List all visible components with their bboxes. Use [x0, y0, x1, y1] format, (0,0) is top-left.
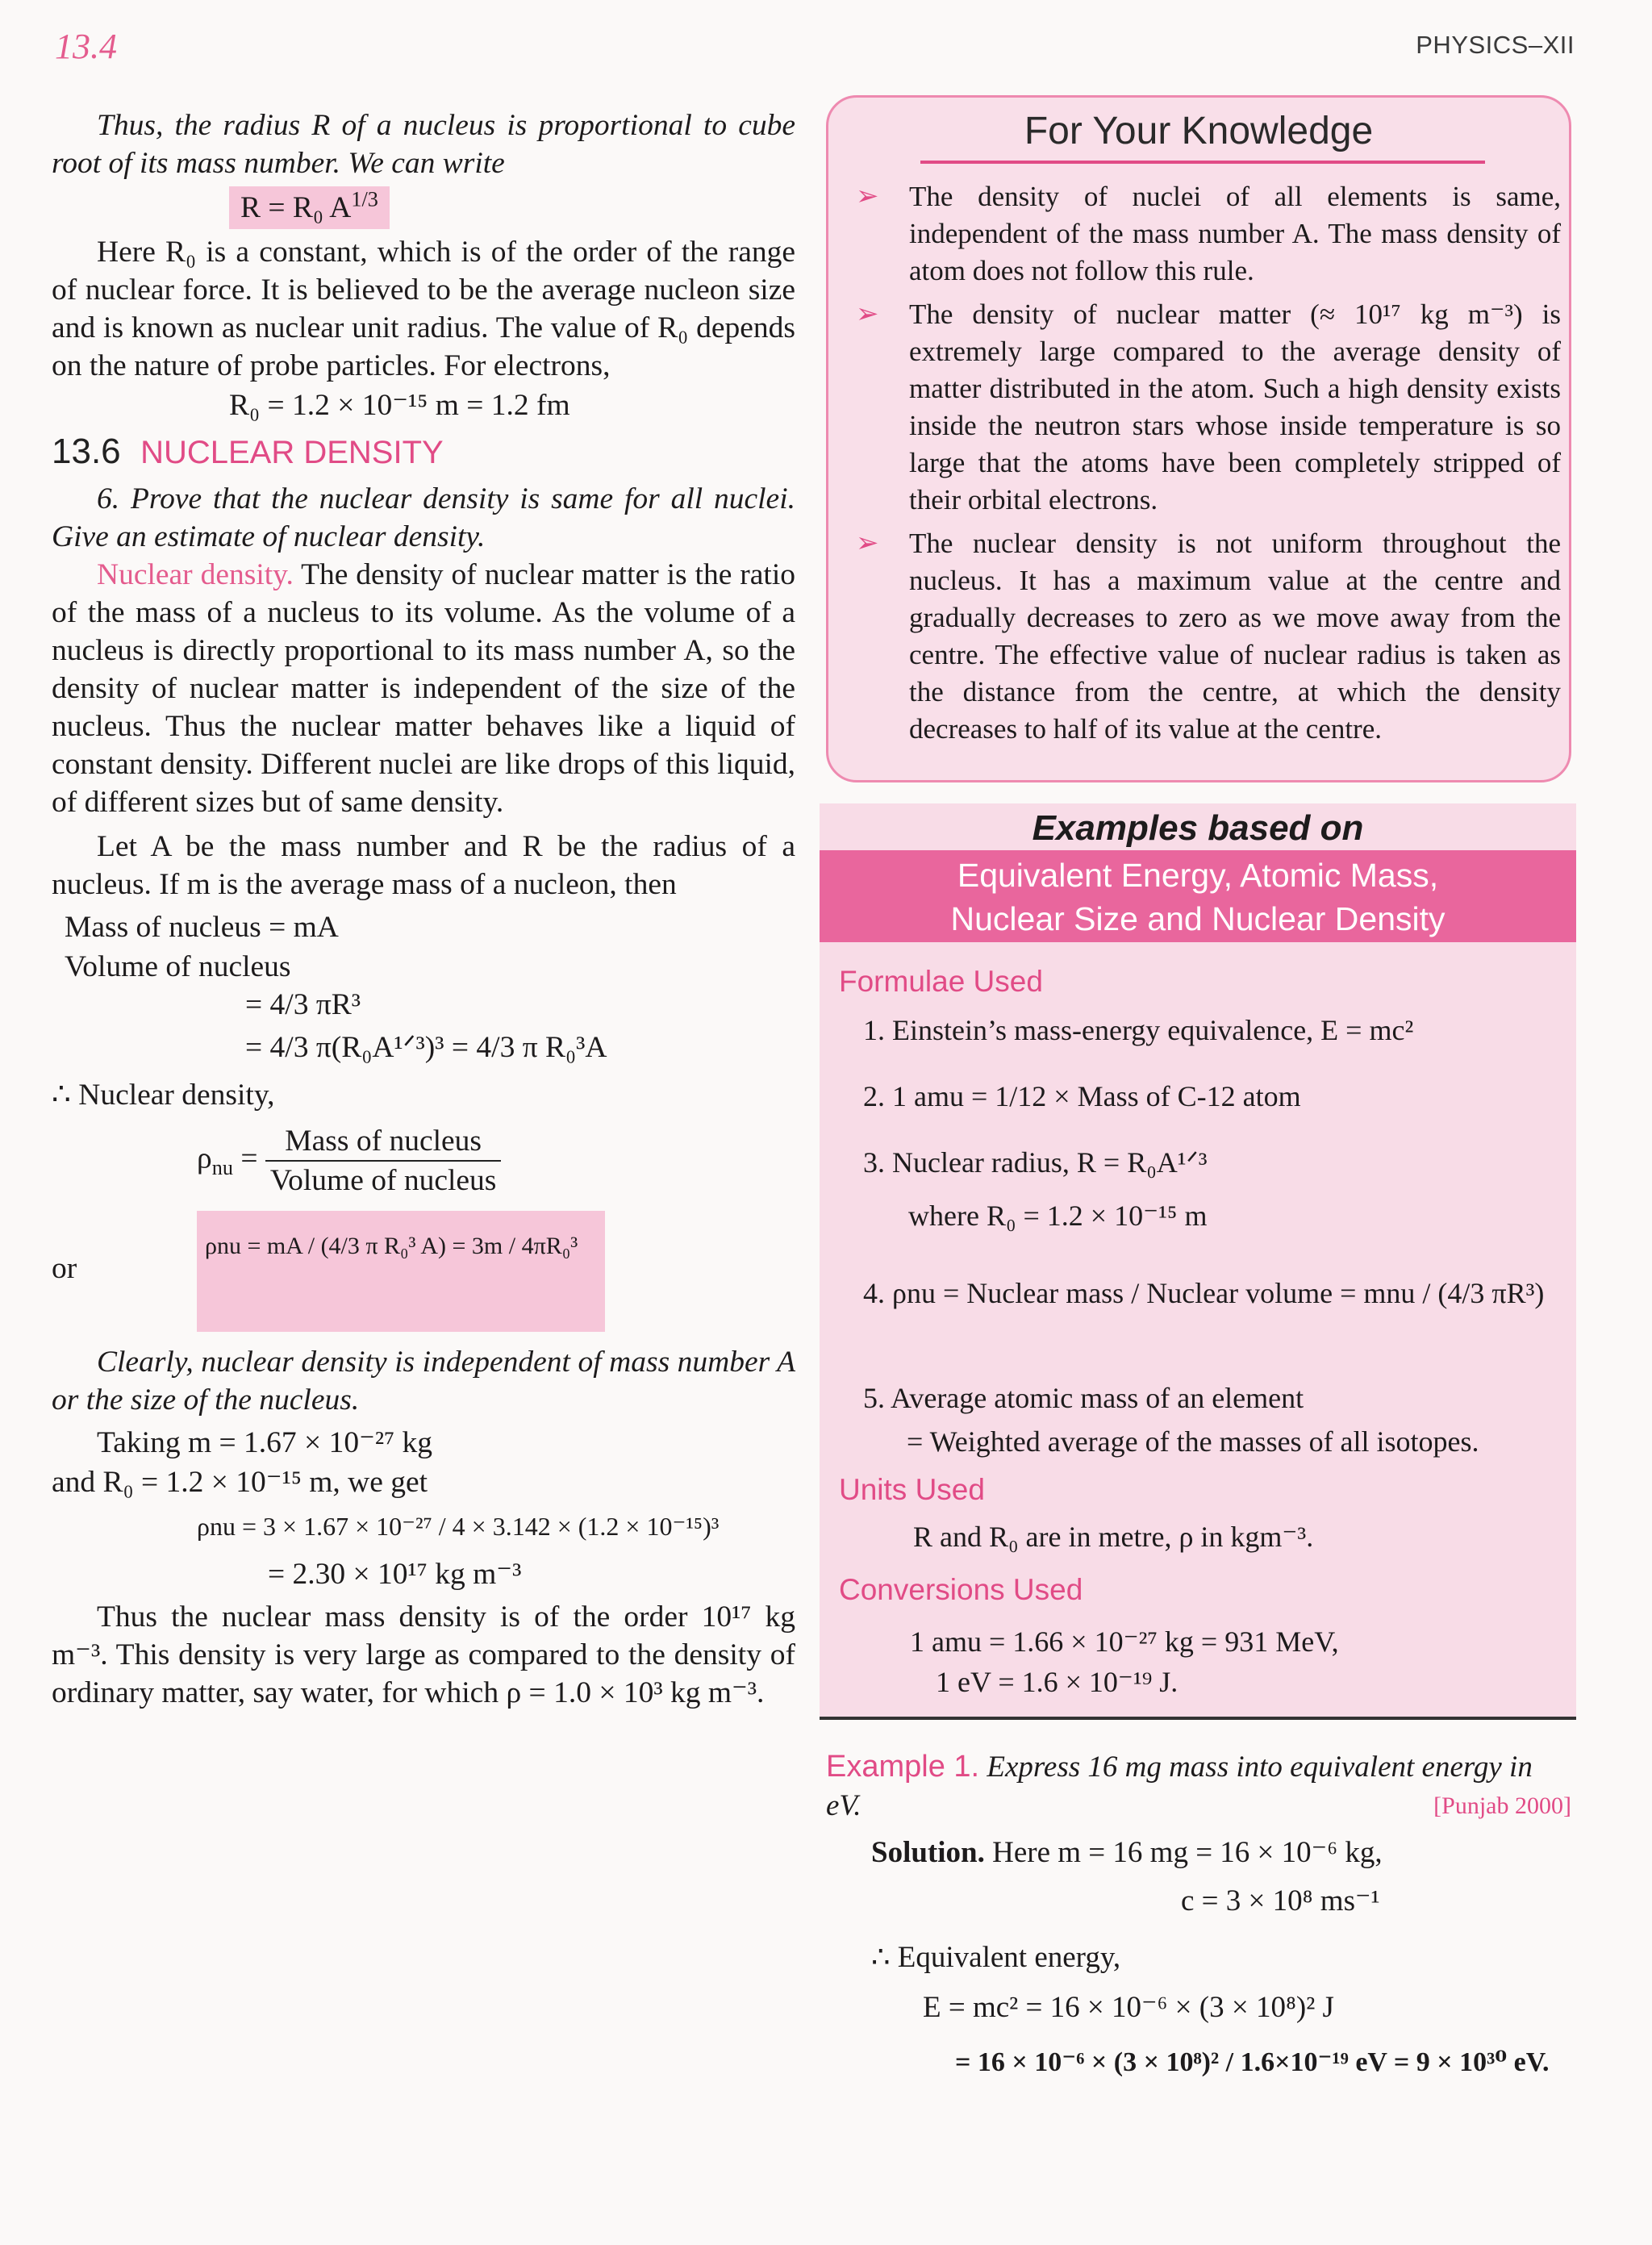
solution-line-3: ∴ Equivalent energy, — [871, 1941, 1121, 1974]
formula-3: 3. Nuclear radius, R = R₀A¹ᐟ³ — [863, 1146, 1208, 1179]
taking-m: Taking m = 1.67 × 10⁻²⁷ kg — [97, 1426, 433, 1459]
fyk-item: ➢ The density of nuclei of all elements is same, independent of the mass number A. The mass density of atom does not follow this rule. — [851, 178, 1561, 290]
solution-line-4: E = mc² = 16 × 10⁻⁶ × (3 × 10⁸)² J — [923, 1991, 1334, 2024]
arrow-bullet-icon: ➢ — [856, 299, 879, 329]
and-r0: and R₀ = 1.2 × 10⁻¹⁵ m, we get — [52, 1466, 428, 1499]
volume-eq1: = 4/3 πR³ — [245, 988, 361, 1021]
density-formula — [52, 1211, 795, 1332]
fyk-item: ➢ The nuclear density is not uniform throughout the nucleus. It has a maximum value at the centre and gradually decreases to zero as we move away from the centre. The effective value of nuclear radius is taken as the distance from the centre, at which the density decreases to half of its value at the centre. — [851, 525, 1561, 748]
paragraph-clearly: Clearly, nuclear density is independent of mass number A or the size of the nucleus. — [52, 1346, 795, 1417]
paragraph-r0: Here R₀ is a constant, which is of the order of the range of nuclear force. It is believed to be the average nucleon size and is known as nuclear unit radius. The value of R₀ depends on the nature of probe particles. For electrons, — [52, 236, 795, 382]
equation-r0: R₀ = 1.2 × 10⁻¹⁵ m = 1.2 fm — [229, 389, 570, 422]
book-title: PHYSICS–XII — [1416, 31, 1575, 59]
paragraph-density: Nuclear density. The density of nuclear matter is the ratio of the mass of a nucleus to its volume. As the volume of a nucleus is directly proportional to its mass number A, so the density of nuclear matter is independent of the size of the nucleus. Thus the nuclear matter behaves like a liquid of constant density. Different nuclei are like drops of this liquid, of different sizes but of same density. — [52, 558, 796, 819]
therefore-density: ∴ Nuclear density, — [52, 1079, 275, 1112]
volume-eq2: = 4/3 π(R₀A¹ᐟ³)³ = 4/3 π R₀³A — [245, 1031, 607, 1064]
example-label: Example 1. — [826, 1750, 980, 1784]
fyk-list — [851, 178, 1561, 754]
question-6: 6. Prove that the nuclear density is same for all nuclei. Give an estimate of nuclear density. — [52, 482, 795, 553]
density-fraction: $\rho_{nu}$ = $\frac{\text{Mass of nucleus}}{\text{Volume of nucleus}}$ — [197, 1122, 795, 1200]
solution-line-2: c = 3 × 10⁸ ms⁻¹ — [1181, 1884, 1380, 1917]
conversion-1: 1 amu = 1.66 × 10⁻²⁷ kg = 931 MeV, — [910, 1625, 1339, 1658]
formula-5: 5. Average atomic mass of an element — [863, 1382, 1304, 1414]
examples-heading: Examples based on — [1032, 808, 1364, 848]
example-source: [Punjab 2000] — [1433, 1792, 1571, 1819]
conversion-2: 1 eV = 1.6 × 10⁻¹⁹ J. — [936, 1666, 1179, 1698]
or-label: or — [52, 1252, 77, 1285]
conversions-heading: Conversions Used — [839, 1573, 1083, 1606]
solution-line-5: = 16 × 10⁻⁶ × (3 × 10⁸)² / 1.6×10⁻¹⁹ eV = 9 × 10³⁰ eV. — [955, 2047, 1550, 2077]
solution-line-1: Solution. Here m = 16 mg = 16 × 10⁻⁶ kg, — [871, 1836, 1383, 1869]
band-line-2: Nuclear Size and Nuclear Density — [950, 900, 1446, 937]
section-number: 13.6 — [52, 432, 121, 471]
section-heading — [52, 432, 795, 472]
formula-1: 1. Einstein’s mass-energy equivalence, E = mc² — [863, 1014, 1414, 1046]
fyk-item: ➢ The density of nuclear matter (≈ 10¹⁷ kg m⁻³) is extremely large compared to the average density of matter distributed in the atom. Such a high density exists inside the neutron stars whose inside temperature is so large that the atoms have been completely stripped of their orbital electrons. — [851, 296, 1561, 519]
left-column — [52, 106, 795, 1712]
paragraph-radius: Thus, the radius R of a nucleus is proportional to cube root of its mass number. We can write — [52, 109, 795, 180]
paragraph-thus: Thus the nuclear mass density is of the order 10¹⁷ kg m⁻³. This density is very large as compared to the density of ordinary matter, say water, for which ρ = 1.0 × 10³ kg m⁻³. — [52, 1600, 795, 1709]
nuclear-density-label: Nuclear density. — [97, 558, 294, 591]
example-1-question: Example 1. Express 16 mg mass into equivalent energy in eV. — [826, 1750, 1533, 1822]
density-result: = 2.30 × 10¹⁷ kg m⁻³ — [268, 1558, 522, 1591]
density-formula-highlight: ρnu = mA / (4/3 π R₀³ A) = 3m / 4πR₀³ — [197, 1211, 605, 1332]
for-your-knowledge-box — [826, 95, 1571, 782]
formula-3-where: where R₀ = 1.2 × 10⁻¹⁵ m — [908, 1200, 1208, 1232]
fyk-underline — [920, 161, 1485, 164]
arrow-bullet-icon: ➢ — [856, 528, 879, 558]
formulae-heading: Formulae Used — [839, 965, 1043, 998]
examples-band — [820, 850, 1576, 942]
section-title: NUCLEAR DENSITY — [140, 435, 444, 470]
units-heading: Units Used — [839, 1473, 985, 1506]
fyk-title: For Your Knowledge — [1024, 110, 1374, 152]
formula-4: 4. ρnu = Nuclear mass / Nuclear volume = mnu / (4/3 πR³) — [863, 1277, 1545, 1309]
band-line-1: Equivalent Energy, Atomic Mass, — [957, 857, 1439, 894]
paragraph-let: Let A be the mass number and R be the radius of a nucleus. If m is the average mass of a nucleon, then — [52, 830, 795, 901]
mass-of-nucleus: Mass of nucleus = mA — [65, 911, 339, 944]
formula-5-b: = Weighted average of the masses of all isotopes. — [907, 1425, 1479, 1458]
example-1 — [826, 1747, 1571, 2082]
volume-label: Volume of nucleus — [65, 950, 291, 983]
density-calculation: ρnu = 3 × 1.67 × 10⁻²⁷ / 4 × 3.142 × (1.2 × 10⁻¹⁵)³ — [197, 1512, 720, 1541]
page-number: 13.4 — [55, 27, 117, 66]
formula-2: 2. 1 amu = 1/12 × Mass of C-12 atom — [863, 1080, 1301, 1112]
units-text: R and R₀ are in metre, ρ in kgm⁻³. — [913, 1521, 1314, 1553]
equation-radius: R = R₀ $A^{1/3}$ — [229, 189, 795, 227]
arrow-bullet-icon: ➢ — [856, 182, 879, 211]
